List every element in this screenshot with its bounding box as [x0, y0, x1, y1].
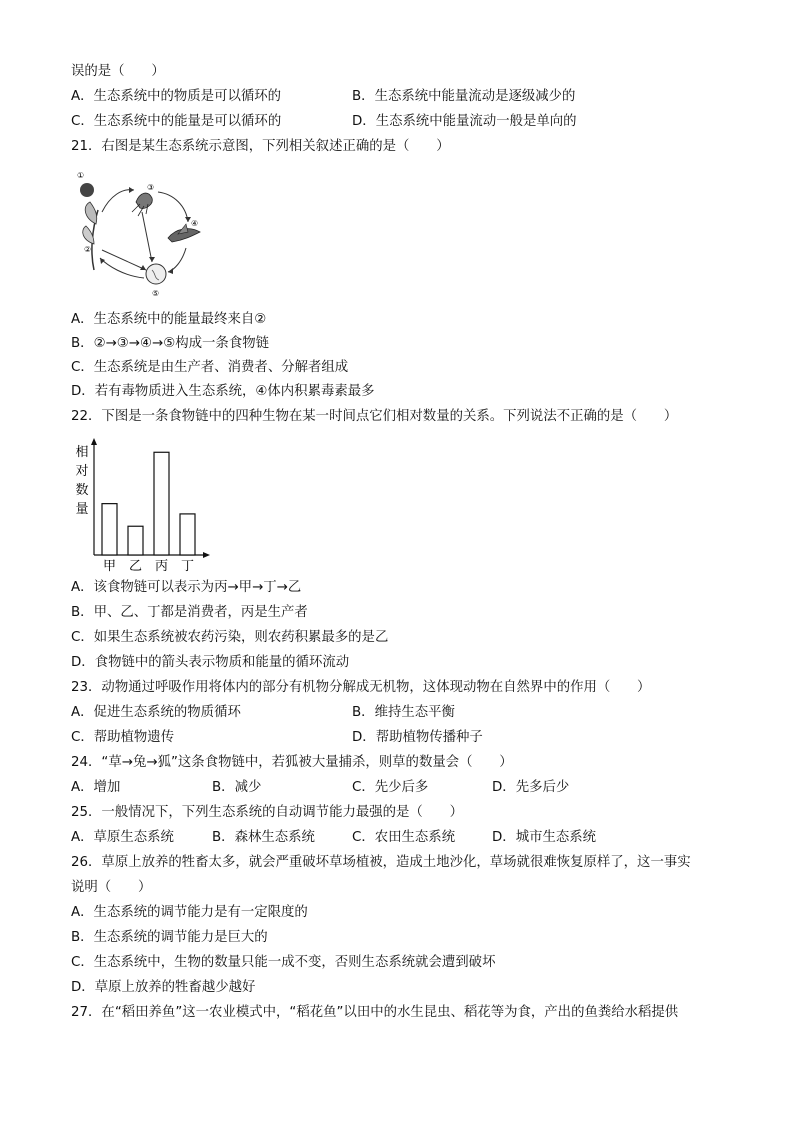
- q23-option-b: B．维持生态平衡: [352, 705, 455, 720]
- q21-stem: 21．右图是某生态系统示意图，下列相关叙述正确的是（ ）: [71, 139, 450, 154]
- label-5: ⑤: [152, 289, 160, 298]
- y-axis-arrow: [91, 438, 97, 445]
- category-label-甲: 甲: [102, 559, 117, 574]
- q23-option-d: D．帮助植物传播种子: [352, 730, 483, 745]
- q22-option-a: A．该食物链可以表示为丙→甲→丁→乙: [71, 580, 302, 595]
- q20-stem-tail: 误的是（ ）: [71, 64, 165, 79]
- category-label-丙: 丙: [154, 559, 169, 574]
- category-label-丁: 丁: [180, 559, 195, 574]
- q27-stem: 27．在“稻田养鱼”这一农业模式中，“稻花鱼”以田中的水生昆虫、稻花等为食，产出的鱼粪给水稻提供: [71, 1005, 679, 1020]
- q21-option-c: C．生态系统是由生产者、消费者、分解者组成: [71, 360, 349, 375]
- y-axis-label-char: 相: [75, 445, 89, 460]
- q22-stem: 22．下图是一条食物链中的四种生物在某一时间点它们相对数量的关系。下列说法不正确的是（ ）: [71, 409, 678, 424]
- q26-stem-line1: 26．草原上放养的牲畜太多，就会严重破坏草场植被，造成土地沙化，草场就很难恢复原样了，这一事实: [71, 855, 691, 870]
- label-1: ①: [77, 171, 85, 180]
- relative-quantity-bar-chart: [72, 438, 212, 574]
- q21-option-b: B．②→③→④→⑤构成一条食物链: [71, 336, 269, 351]
- q25-option-c: C．农田生态系统: [352, 830, 456, 845]
- q24-option-a: A．增加: [71, 780, 121, 795]
- q25-stem: 25．一般情况下，下列生态系统的自动调节能力最强的是（ ）: [71, 805, 463, 820]
- sun-icon: [80, 183, 94, 197]
- q25-option-d: D．城市生态系统: [492, 830, 597, 845]
- y-axis-label-char: 数: [75, 483, 89, 498]
- bar-丙: [154, 452, 169, 555]
- q21-option-d: D．若有毒物质进入生态系统，④体内积累毒素最多: [71, 384, 375, 399]
- x-axis-arrow: [203, 552, 210, 558]
- decomposer-icon: [146, 264, 166, 284]
- q20-option-a: A．生态系统中的物质是可以循环的: [71, 89, 282, 104]
- q23-option-c: C．帮助植物遗传: [71, 730, 175, 745]
- q26-option-d: D．草原上放养的牲畜越少越好: [71, 980, 256, 995]
- bar-甲: [102, 504, 117, 555]
- q24-option-b: B．减少: [212, 780, 262, 795]
- q26-stem-line2: 说明（ ）: [71, 880, 152, 895]
- q20-option-c: C．生态系统中的能量是可以循环的: [71, 114, 282, 129]
- label-2: ②: [84, 245, 92, 254]
- y-axis-label: [75, 444, 88, 517]
- bar-丁: [180, 514, 195, 555]
- q24-stem: 24．“草→兔→狐”这条食物链中，若狐被大量捕杀，则草的数量会（ ）: [71, 755, 513, 770]
- q26-option-a: A．生态系统的调节能力是有一定限度的: [71, 905, 308, 920]
- q22-option-c: C．如果生态系统被农药污染，则农药积累最多的是乙: [71, 630, 389, 645]
- y-axis-label-char: 对: [75, 464, 89, 479]
- label-3: ③: [147, 183, 155, 192]
- bar-乙: [128, 526, 143, 555]
- q24-option-c: C．先少后多: [352, 780, 429, 795]
- q20-option-d: D．生态系统中能量流动一般是单向的: [352, 114, 577, 129]
- q20-option-b: B．生态系统中能量流动是逐级减少的: [352, 89, 576, 104]
- q26-option-b: B．生态系统的调节能力是巨大的: [71, 930, 268, 945]
- q21-option-a: A．生态系统中的能量最终来自②: [71, 312, 267, 327]
- q25-option-b: B．森林生态系统: [212, 830, 315, 845]
- q25-option-a: A．草原生态系统: [71, 830, 174, 845]
- q26-option-c: C．生态系统中，生物的数量只能一成不变，否则生态系统就会遭到破坏: [71, 955, 496, 970]
- q22-option-b: B．甲、乙、丁都是消费者，丙是生产者: [71, 605, 308, 620]
- category-label-乙: 乙: [128, 559, 143, 574]
- q24-option-d: D．先多后少: [492, 780, 570, 795]
- q22-option-d: D．食物链中的箭头表示物质和能量的循环流动: [71, 655, 350, 670]
- q23-stem: 23．动物通过呼吸作用将体内的部分有机物分解成无机物，这体现动物在自然界中的作用（ ）: [71, 680, 651, 695]
- plant-icon: [83, 202, 98, 270]
- y-axis-label-char: 量: [75, 502, 89, 517]
- q23-option-a: A．促进生态系统的物质循环: [71, 705, 241, 720]
- label-4: ④: [191, 219, 199, 228]
- ecosystem-diagram: [74, 166, 214, 302]
